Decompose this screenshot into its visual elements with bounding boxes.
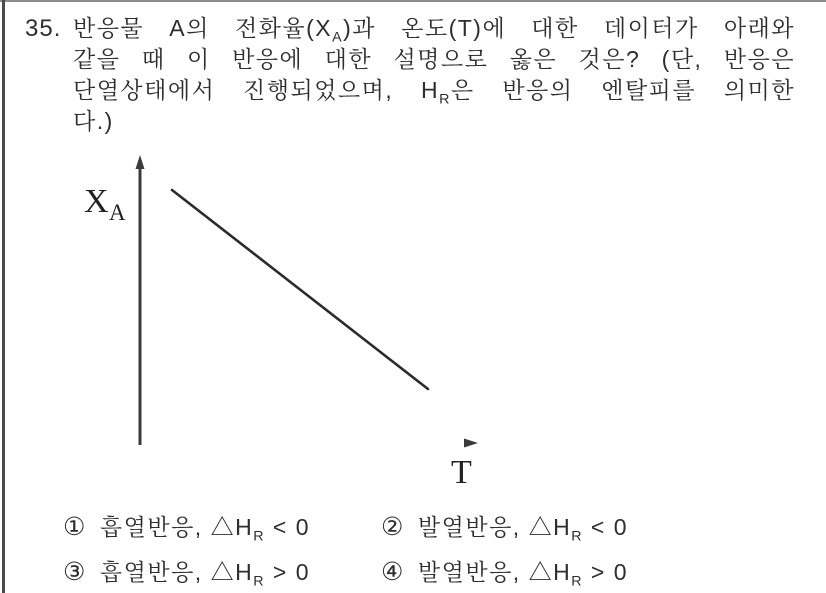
y-axis-arrow-icon [136,155,145,169]
choice-2-text: 발열반응, $\triangle H_R < 0$ [417,514,628,545]
choice-3-text: 흡열반응, $\triangle H_R > 0$ [99,559,310,590]
top-border-rule [0,0,826,2]
answer-choices [63,509,783,593]
choice-1 [63,509,310,545]
choice-3-marker: ③ [63,558,87,586]
choice-2 [381,509,628,545]
question-text [73,13,795,137]
choice-2-marker: ② [381,513,405,541]
choice-4-marker: ④ [381,558,405,586]
choice-4 [381,554,628,590]
question-line-1: 반응물 A의 전화율$(X_A)$과 온도(T)에 대한 데이터가 아래와 [73,15,795,46]
choice-3 [63,554,310,590]
left-border-rule [2,0,5,593]
question-line-3: 단열상태에서 진행되었으며, $H_R$은 반응의 엔탈피를 의미한 [73,77,795,108]
question-line-2: 같을 때 이 반응에 대한 설명으로 옳은 것은? (단, 반응은 [73,46,795,72]
question-line-4: 다.) [73,108,114,134]
choice-1-marker: ① [63,513,87,541]
question-block [25,13,797,137]
x-axis-arrow-icon [464,439,478,448]
choice-4-text: 발열반응, $\triangle H_R > 0$ [417,559,628,590]
choice-1-text: 흡열반응, $\triangle H_R < 0$ [99,514,310,545]
x-axis-label: T [451,454,472,491]
y-axis-label: X [84,183,109,220]
y-axis-label-subscript: A [109,200,126,225]
data-line [172,190,428,389]
conversion-vs-temperature-graph [80,150,490,495]
question-number: 35. [25,15,62,42]
